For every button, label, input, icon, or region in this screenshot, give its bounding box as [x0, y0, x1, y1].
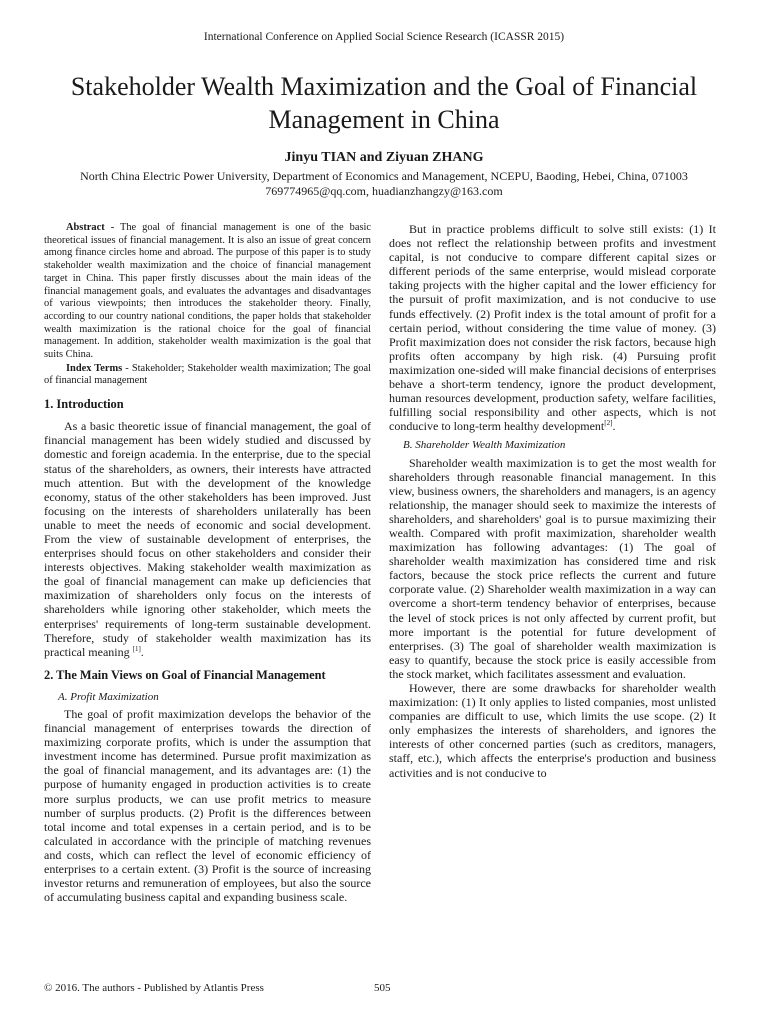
- page-number: 505: [374, 982, 391, 994]
- author-affiliation: [0, 169, 768, 199]
- introduction-text: As a basic theoretic issue of financial management, the goal of financial management has been widely studied and discussed by domestic and foreign academia. In the enterprise, due to the special status of the shareholders, as owners, their interests have attracted much attention. But with the development of the knowledge economy, status of the other stakeholders has been improved. Just focusing on the interests of shareholders unilaterally has been unable to meet the needs of economic and social development. From the view of sustainable development of enterprises, the enterprises should focus on other stakeholders and consider their interests objectives. Making stakeholder wealth maximization as the goal of financial management can make up deficiencies that maximization of shareholders only focus on the interests of shareholders while ignoring other stakeholder, which meets the enterprises' requirements of long-term sustainable development. Therefore, study of stakeholder wealth maximization has its practical meaning: [44, 419, 371, 659]
- shareholder-paragraph-2: However, there are some drawbacks for shareholder wealth maximization: (1) It only applies to listed companies, most unlisted companies are difficult to use, which limits the use scope. (2) It only emphasizes the interests of shareholders, and ignores the interests of other concerned parties (such as creditors, managers, staff, etc.), which affects the enterprise's production and business activities and is not conducive to: [389, 681, 716, 780]
- right-column: [389, 222, 716, 780]
- section-heading-introduction: 1. Introduction: [44, 397, 124, 412]
- profit-max-paragraph-2-end: .: [612, 419, 616, 434]
- conference-header: International Conference on Applied Social Science Research (ICASSR 2015): [203, 31, 565, 43]
- subsection-heading-shareholder: B. Shareholder Wealth Maximization: [403, 439, 566, 452]
- shareholder-paragraph-1: Shareholder wealth maximization is to get the most wealth for shareholders through reasonable financial management. In this view, business owners, the shareholders and managers, is an agency relationship, the manager should seek to maximize the interests of shareholders, and shareholders' goal is to pursue maximizing their wealth. Compared with profit maximization, shareholder wealth maximization has following advantages: (1) The goal of shareholder wealth maximization has considered time and risk factors, because the stock price reflects the current and future corporate value. (2) Shareholder wealth maximization in a way can overcome a short-term tendency behavior of enterprises, because the level of stock prices is not only affected by current profit, but more important is the potential for future development of enterprises. (3) The goal of shareholder wealth maximization is easy to quantify, because the stock price is easily accessible from the stock market, which facilitates assessment and evaluation.: [389, 455, 716, 681]
- profit-max-paragraph-2: [389, 222, 716, 433]
- left-column: [44, 222, 371, 904]
- profit-max-paragraph-2-text: But in practice problems difficult to solve still exists: (1) It does not reflect the relationship between profits and investment capital, is not conducive to compare different capital sizes or different periods of the same enterprise, would mislead corporate taking projects with the higher capital and the lower efficiency for the pursuit of profit maximization, and is not conducive to use funds effectively. (2) Profit index is the total amount of profit for a certain period, without considering the time value of money. (3) Profit maximization does not consider the risk factors, because high profits often accompany by high risk. (4) Pursuing profit maximization one-sided will make financial decisions of enterprises behave a short-term tendency, ignore the product development, human resources development, production safety, welfare facilities, fulfilling social responsibility and other aspects, which is not conducive to long-term healthy development: [389, 222, 716, 434]
- profit-max-paragraph-1: The goal of profit maximization develops the behavior of the financial management of enterprises towards the direction of maximizing corporate profits, which is under the assumption that investment income has determined. Pursue profit maximization as the goal of financial management, and its advantages are: (1) the purpose of humanity engaged in production activities is to create more surplus products, we can use profit metrics to measure number of surplus products. (2) Profit is the differences between total income and total expenses in a certain period, and is to be calculated in accordance with the principle of matching revenues and costs, which can reflect the level of economic efficiency of enterprises to a certain extent. (3) Profit is the source of increasing investor returns and remuneration of employees, but also the source of accumulating business capital and expanding business scale.: [44, 707, 371, 905]
- index-terms-text: - Stakeholder; Stakeholder wealth maximization; The goal of financial management: [44, 362, 371, 387]
- index-terms-label: Index Terms: [66, 362, 123, 374]
- abstract: [44, 222, 371, 362]
- email-line: 769774965@qq.com, huadianzhangzy@163.com: [265, 184, 503, 198]
- index-terms: [44, 363, 371, 388]
- paper-title: Stakeholder Wealth Maximization and the Goal of Financial Management in China: [70, 72, 698, 134]
- subsection-heading-profit-max: A. Profit Maximization: [58, 690, 159, 703]
- introduction-end: .: [140, 644, 144, 659]
- footer-copyright: © 2016. The authors - Published by Atlantis Press: [44, 982, 264, 994]
- paper-authors: Jinyu TIAN and Ziyuan ZHANG: [284, 150, 484, 165]
- introduction-paragraph: [44, 419, 371, 659]
- citation-1: [1]: [132, 644, 141, 653]
- citation-2: [2]: [604, 419, 613, 428]
- affiliation-line: North China Electric Power University, Department of Economics and Management, NCEPU, Baoding, Hebei, China, 071003: [80, 169, 688, 183]
- abstract-text: The goal of financial management is one of the basic theoretical issues of financial management. It is also an issue of great concern among finance circles home and abroad. The purpose of this paper is to study stakeholder wealth maximization and the choice of financial management target in China. This paper firstly discusses about the main ideas of the financial management goals, and evaluates the advantages and disadvantages of various viewpoints; then introduces the stakeholder theory. Finally, according to our country national conditions, the paper holds that stakeholder wealth maximization is the rational choice for the goal of financial management. In addition, stakeholder wealth maximization is the goal that suits China.: [44, 222, 371, 361]
- section-heading-main-views: 2. The Main Views on Goal of Financial Management: [44, 667, 326, 682]
- abstract-label: Abstract -: [66, 222, 115, 233]
